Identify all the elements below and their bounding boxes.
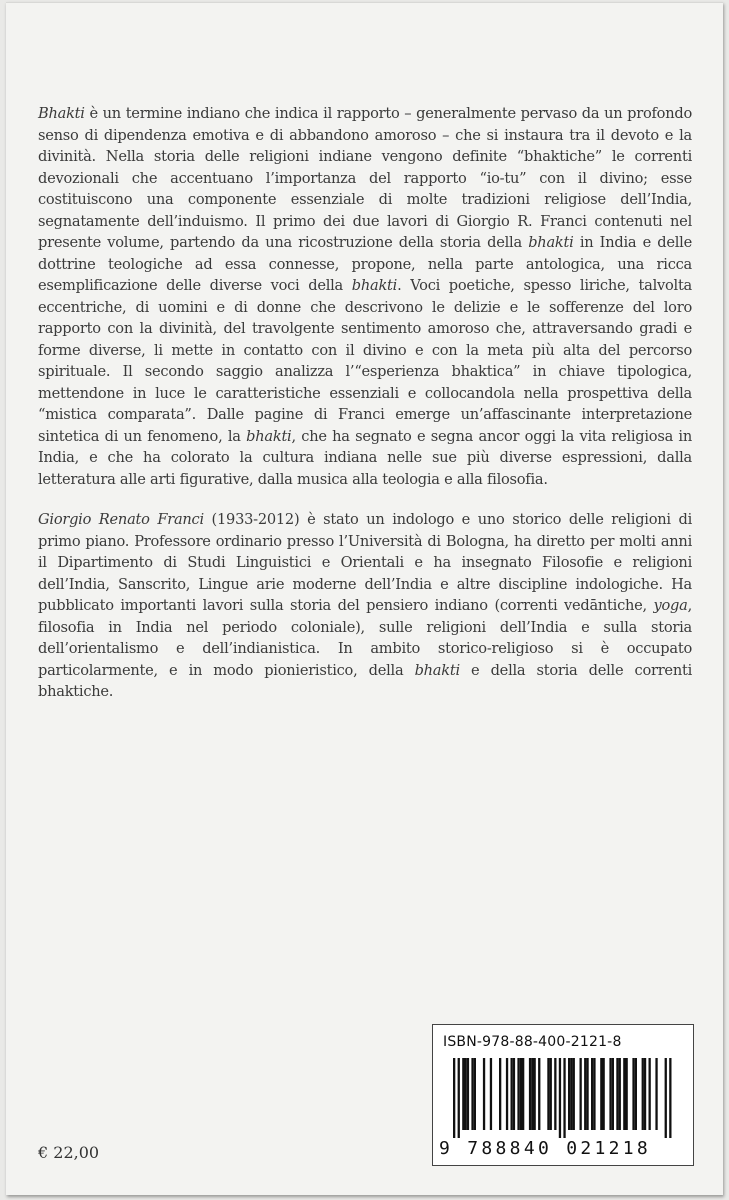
barcode-bar bbox=[474, 1058, 476, 1130]
barcode-bar bbox=[580, 1058, 582, 1130]
barcode-bar bbox=[462, 1058, 464, 1130]
barcode-bar bbox=[550, 1058, 552, 1130]
barcode-box bbox=[432, 1024, 694, 1166]
barcode-bar bbox=[534, 1058, 536, 1130]
barcode-bar bbox=[635, 1058, 637, 1130]
barcode-bar bbox=[616, 1058, 618, 1130]
barcode-digits: 9 788840 021218 bbox=[439, 1138, 652, 1159]
barcode-bar bbox=[520, 1058, 522, 1130]
barcode-bar bbox=[483, 1058, 485, 1130]
blurb-paragraph-description: Bhakti è un termine indiano che indica il rapporto – generalmente pervaso da un profondo senso di dipendenza emotiva e di abbandono amoroso – che si instaura tra il devoto e la divinità. Nella storia delle religioni indiane vengono definite “bhaktiche” le correnti devozionali che accentuano l’importanza del rapporto “io-tu” con il divino; esse costituiscono una componente essenziale di molte tradizioni religiose dell’India, segnatamente dell’induismo. Il primo dei due lavori di Giorgio R. Franci contenuti nel presente volume, partendo da una ricostruzione della storia della bhakti in India e delle dottrine teologiche ad essa connesse, propone, nella parte antologica, una ricca esemplificazione delle diverse voci della bhakti. Voci poetiche, spesso liriche, talvolta eccentriche, di uomini e di donne che descrivono le delizie e le sofferenze del loro rapporto con la divinità, del travolgente sentimento amoroso che, attraversando gradi e forme diverse, li mette in contatto con il divino e con la meta più alta del percorso spirituale. Il secondo saggio analizza l’“esperienza bhaktica” in chiave tipologica, mettendone in luce le caratteristiche essenziali e collocandola nella prospettiva della “mistica comparata”. Dalle pagine di Franci emerge un’affascinante interpretazione sintetica di un fenomeno, la bhakti, che ha segnato e segna ancor oggi la vita religiosa in India, e che ha colorato la cultura indiana nelle sue più diverse espressioni, dalla letteratura alle arti figurative, dalla musica alla teologia e alla filosofia. bbox=[38, 105, 693, 488]
barcode-bar bbox=[490, 1058, 492, 1130]
barcode-bar bbox=[570, 1058, 572, 1130]
barcode-bar bbox=[603, 1058, 605, 1130]
barcode-bar bbox=[554, 1058, 556, 1130]
barcode-bar bbox=[522, 1058, 524, 1130]
barcode-bar bbox=[632, 1058, 634, 1130]
barcode-bar bbox=[471, 1058, 473, 1130]
barcode-bar bbox=[517, 1058, 519, 1130]
barcode-bar bbox=[669, 1058, 671, 1138]
price: € 22,00 bbox=[38, 1143, 100, 1162]
barcode-bars bbox=[453, 1058, 675, 1138]
barcode-bar bbox=[513, 1058, 515, 1130]
barcode-bar bbox=[573, 1058, 575, 1130]
back-cover bbox=[6, 2, 723, 1195]
barcode-bar bbox=[619, 1058, 621, 1130]
barcode-bar bbox=[609, 1058, 611, 1130]
isbn-label: ISBN-978-88-400-2121-8 bbox=[443, 1034, 622, 1050]
barcode-bar bbox=[665, 1058, 667, 1138]
barcode-bar bbox=[467, 1058, 469, 1130]
barcode-bar bbox=[591, 1058, 593, 1130]
barcode-bar bbox=[568, 1058, 570, 1130]
barcode-bar bbox=[642, 1058, 644, 1130]
barcode-bar bbox=[547, 1058, 549, 1130]
barcode-bar bbox=[506, 1058, 508, 1130]
barcode-bar bbox=[623, 1058, 625, 1130]
barcode-bar bbox=[529, 1058, 531, 1130]
barcode-bar bbox=[655, 1058, 657, 1130]
barcode-bar bbox=[499, 1058, 501, 1130]
barcode-bar bbox=[644, 1058, 646, 1130]
barcode-bar bbox=[563, 1058, 565, 1138]
barcode-bar bbox=[586, 1058, 588, 1130]
blurb-text bbox=[38, 103, 692, 703]
barcode-bar bbox=[649, 1058, 651, 1130]
barcode-bar bbox=[511, 1058, 513, 1130]
barcode-bar bbox=[593, 1058, 595, 1130]
barcode-bar bbox=[531, 1058, 533, 1130]
barcode-bar bbox=[453, 1058, 455, 1138]
barcode-bar bbox=[584, 1058, 586, 1130]
barcode-bar bbox=[559, 1058, 561, 1138]
barcode-bar bbox=[458, 1058, 460, 1138]
barcode-bar bbox=[600, 1058, 602, 1130]
barcode-bar bbox=[465, 1058, 467, 1130]
barcode-bar bbox=[538, 1058, 540, 1130]
blurb-paragraph-author-bio: Giorgio Renato Franci (1933-2012) è stato un indologo e uno storico delle religioni di primo piano. Professore ordinario presso l’Università di Bologna, ha diretto per molti anni il Dipartimento di Studi Linguistici e Orientali e ha insegnato Filosofie e religioni dell’India, Sanscrito, Lingue arie moderne dell’India e altre discipline indologiche. Ha pubblicato importanti lavori sulla storia del pensiero indiano (correnti vedāntiche, yoga, filosofia in India nel periodo coloniale), sulle religioni dell’India e sulla storia dell’orientalismo e dell’indianistica. In ambito storico-religioso si è occupato particolarmente, e in modo pionieristico, della bhakti e della storia delle correnti bhaktiche. bbox=[38, 511, 692, 700]
barcode-bar bbox=[612, 1058, 614, 1130]
barcode-bar bbox=[626, 1058, 628, 1130]
